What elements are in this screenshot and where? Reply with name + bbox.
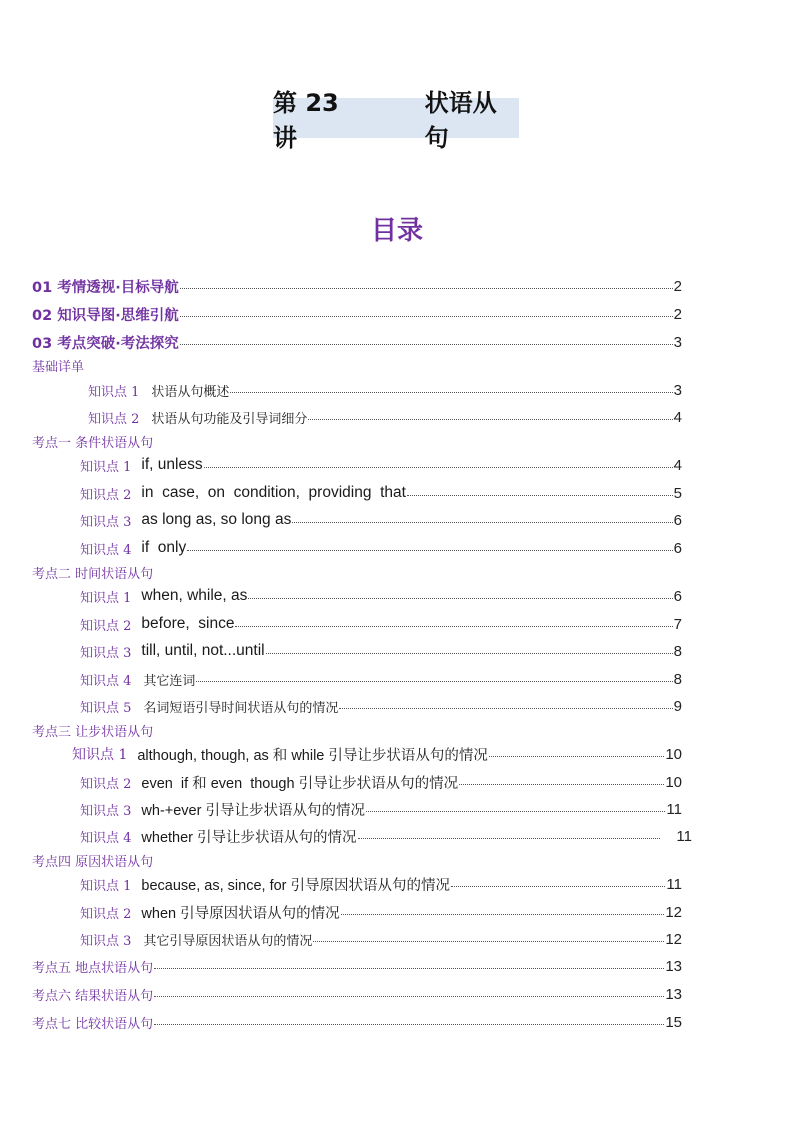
knowledge-point-title: 状语从句概述 [151, 384, 230, 400]
toc-entry-page: 15 [665, 1013, 682, 1031]
toc-entry-page: 7 [673, 615, 682, 633]
dot-leader [292, 522, 672, 523]
toc-heading: 目录 [370, 216, 423, 246]
toc-subentry[interactable] [80, 825, 692, 847]
toc-entry[interactable] [32, 275, 682, 297]
dot-leader [366, 811, 665, 812]
toc-subentry[interactable] [80, 695, 682, 717]
toc-entry[interactable] [32, 1011, 682, 1033]
toc-entry[interactable] [32, 331, 682, 353]
toc-section-label: 考点七 比较状语从句 [32, 1016, 154, 1032]
toc-section-label: 考点二 时间状语从句 [32, 566, 154, 582]
dot-leader [266, 653, 673, 654]
knowledge-point-title: 状语从句功能及引导词细分 [151, 411, 308, 427]
knowledge-point-title: wh-+ever 引导让步状语从句的情况 [141, 802, 365, 819]
dot-leader [235, 626, 672, 627]
knowledge-point-code: 知识点 1 [80, 459, 132, 475]
toc-entry-page: 6 [673, 587, 682, 605]
toc-entry-page: 4 [673, 456, 682, 474]
knowledge-point-title: although, though, as 和 while 引导让步状语从句的情况 [137, 747, 488, 764]
dot-leader [180, 344, 673, 345]
dot-leader [180, 316, 673, 317]
toc-subentry[interactable] [80, 798, 682, 820]
dot-leader [459, 784, 664, 785]
knowledge-point-code: 知识点 3 [80, 803, 132, 819]
toc-section-label: 考点一 条件状语从句 [32, 435, 154, 451]
toc-subentry[interactable] [72, 743, 682, 765]
dot-leader [407, 495, 673, 496]
knowledge-point-title: 名词短语引导时间状语从句的情况 [143, 700, 339, 716]
knowledge-point-code: 知识点 1 [72, 747, 128, 763]
dot-leader [248, 598, 672, 599]
knowledge-point-code: 知识点 2 [80, 776, 132, 792]
lecture-number: 第 23 讲 [273, 89, 339, 152]
toc-section-heading[interactable] [32, 561, 153, 583]
toc-entry-page: 3 [673, 333, 682, 351]
toc-subentry[interactable] [80, 537, 682, 559]
knowledge-point-title: when, while, as [141, 587, 248, 604]
knowledge-point-code: 知识点 3 [80, 514, 132, 530]
toc-entry-page: 12 [665, 930, 682, 948]
toc-entry-label: 03 考点突破·考法探究 [32, 335, 179, 352]
toc-entry-page: 5 [673, 484, 682, 502]
toc-entry-page: 13 [665, 985, 682, 1003]
knowledge-point-title: before, since [141, 615, 235, 632]
toc-subentry[interactable] [80, 771, 682, 793]
document-title [273, 89, 519, 152]
knowledge-point-title: because, as, since, for 引导原因状语从句的情况 [141, 877, 451, 894]
dot-leader [154, 1024, 664, 1025]
lecture-topic: 状语从句 [424, 89, 497, 152]
toc-entry-page: 11 [676, 827, 692, 845]
dot-leader [154, 996, 664, 997]
knowledge-point-title: if, unless [141, 456, 203, 473]
toc-entry-page: 10 [665, 773, 682, 791]
toc-entry-page: 13 [665, 957, 682, 975]
toc-subentry[interactable] [80, 585, 682, 607]
toc-subentry[interactable] [80, 873, 682, 895]
toc-entry-page: 10 [665, 745, 682, 763]
toc-entry-page: 3 [673, 381, 682, 399]
knowledge-point-code: 知识点 4 [80, 542, 132, 558]
knowledge-point-title: 其它连词 [143, 673, 196, 689]
toc-subentry[interactable] [80, 901, 682, 923]
toc-section-heading[interactable] [32, 430, 153, 452]
dot-leader [187, 550, 672, 551]
dot-leader [358, 838, 661, 839]
knowledge-point-code: 知识点 2 [88, 411, 140, 427]
toc-section-label: 考点四 原因状语从句 [32, 854, 154, 870]
dot-leader [313, 941, 664, 942]
knowledge-point-code: 知识点 1 [80, 590, 132, 606]
toc-section-heading[interactable] [32, 719, 153, 741]
toc-entry-label: 02 知识导图·思维引航 [32, 307, 179, 324]
knowledge-point-title: in case, on condition, providing that [141, 484, 406, 501]
knowledge-point-title: even if 和 even though 引导让步状语从句的情况 [141, 775, 459, 792]
toc-entry-page: 9 [673, 697, 682, 715]
knowledge-point-title: if only [141, 539, 187, 556]
toc-entry-page: 2 [673, 305, 682, 323]
toc-entry-page: 4 [673, 408, 682, 426]
toc-subentry[interactable] [80, 613, 682, 635]
knowledge-point-code: 知识点 1 [88, 384, 140, 400]
knowledge-point-code: 知识点 5 [80, 700, 132, 716]
toc-entry-page: 8 [673, 642, 682, 660]
toc-entry[interactable] [32, 983, 682, 1005]
knowledge-point-title: when 引导原因状语从句的情况 [141, 905, 340, 922]
toc-entry-page: 6 [673, 539, 682, 557]
dot-leader [339, 708, 672, 709]
toc-subentry[interactable] [80, 668, 682, 690]
knowledge-point-title: till, until, not...until [141, 642, 265, 659]
toc-section-label: 考点三 让步状语从句 [32, 724, 154, 740]
toc-entry[interactable] [32, 303, 682, 325]
toc-entry-page: 11 [666, 800, 682, 818]
knowledge-point-code: 知识点 4 [80, 673, 132, 689]
toc-entry-page: 12 [665, 903, 682, 921]
toc-subentry[interactable] [88, 406, 682, 428]
toc-section-label: 考点六 结果状语从句 [32, 988, 154, 1004]
dot-leader [341, 914, 665, 915]
knowledge-point-title: as long as, so long as [141, 511, 292, 528]
dot-leader [180, 288, 673, 289]
toc-subentry[interactable] [80, 482, 682, 504]
toc-entry-page: 6 [673, 511, 682, 529]
knowledge-point-title: 其它引导原因状语从句的情况 [143, 933, 313, 949]
knowledge-point-code: 知识点 4 [80, 830, 132, 846]
toc-subentry[interactable] [80, 454, 682, 476]
knowledge-point-code: 知识点 3 [80, 645, 132, 661]
toc-entry-page: 11 [666, 875, 682, 893]
dot-leader [204, 467, 673, 468]
knowledge-point-code: 知识点 2 [80, 487, 132, 503]
toc-section-heading[interactable] [32, 849, 153, 871]
knowledge-point-code: 知识点 2 [80, 618, 132, 634]
toc-subentry[interactable] [80, 928, 682, 950]
knowledge-point-code: 知识点 3 [80, 933, 132, 949]
knowledge-point-code: 知识点 2 [80, 906, 132, 922]
knowledge-point-title: whether 引导让步状语从句的情况 [141, 829, 357, 846]
dot-leader [451, 886, 665, 887]
dot-leader [308, 419, 672, 420]
toc-subentry[interactable] [80, 640, 682, 662]
toc-section-label: 基础详单 [32, 359, 85, 375]
toc-entry-page: 2 [673, 277, 682, 295]
toc-subentry[interactable] [80, 509, 682, 531]
dot-leader [196, 681, 672, 682]
dot-leader [154, 968, 664, 969]
knowledge-point-code: 知识点 1 [80, 878, 132, 894]
toc-subentry[interactable] [88, 379, 682, 401]
dot-leader [489, 756, 664, 757]
toc-section-heading[interactable] [32, 354, 84, 376]
toc-entry-page: 8 [673, 670, 682, 688]
toc-entry-label: 01 考情透视·目标导航 [32, 279, 179, 296]
toc-entry[interactable] [32, 955, 682, 977]
dot-leader [230, 392, 672, 393]
toc-section-label: 考点五 地点状语从句 [32, 960, 154, 976]
